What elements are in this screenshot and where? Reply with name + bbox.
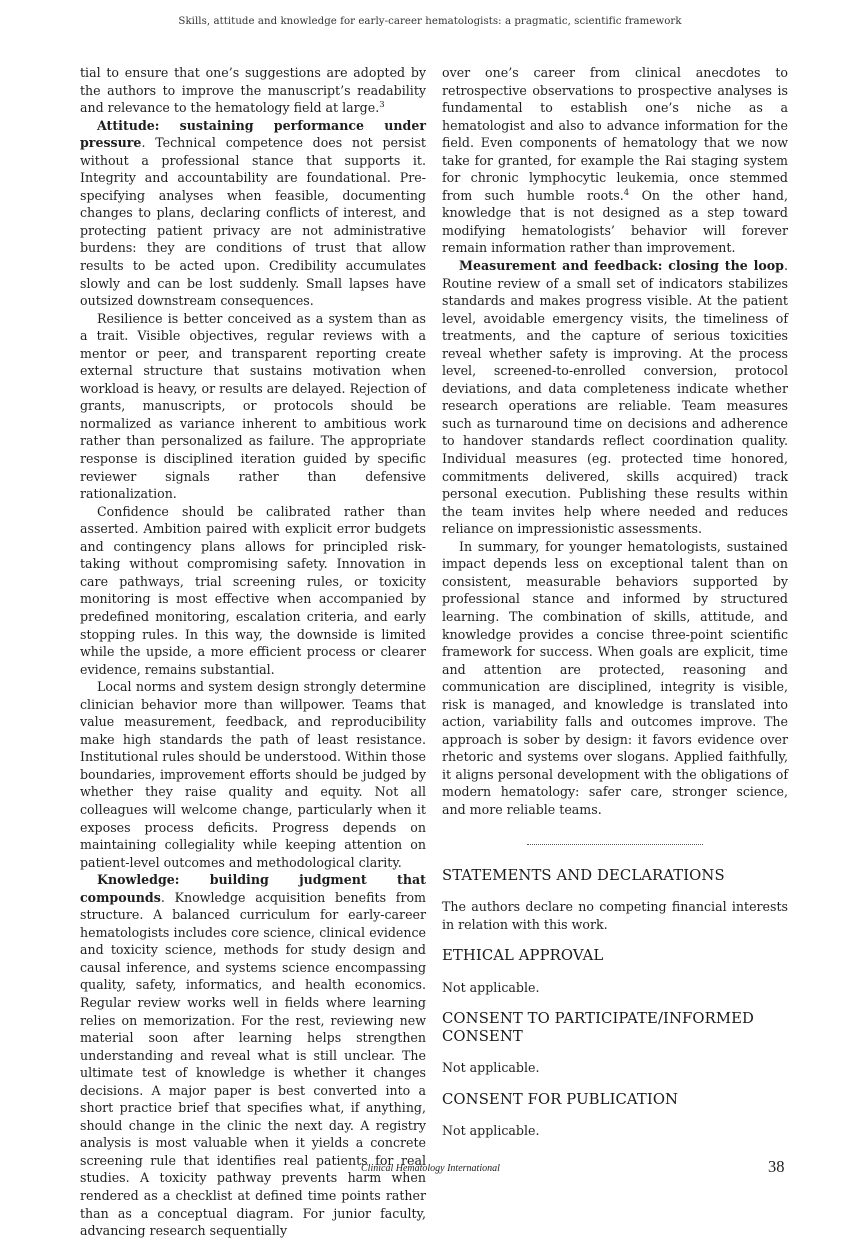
paragraph-text: over one’s career from clinical anecdotes to retrospective observations to prospective analyses is fundamental to establish one’s niche as a hematologist and also to advance information for the field. Even components of hematology that we now take for granted, for example the Rai staging system for chronic lymphocytic leukemia, once stemmed from such humble roots. [442,65,788,203]
paragraph-text: On the other hand, knowledge that is not designed as a step toward modifying hematologists’ behavior will forever remain information rather than improvement. [442,187,788,256]
subsection-heading: Knowledge: building judgment that compounds [80,872,426,905]
section-heading: STATEMENTS AND DECLARATIONS [442,866,725,884]
paragraph-text: . Knowledge acquisition benefits from structure. A balanced curriculum for early-career hematologists includes core science, clinical evidence and toxicity science, methods for study design and causal inference, and systems science encompassing quality, safety, informatics, and health economics. Regular review works well in fields where learning relies on memorization. For the rest, reviewing new material soon after learning helps strengthen understanding and reveal what is still unclear. The ultimate test of knowledge is whether it changes decisions. A major paper is best converted into a short practice brief that specifies what, if anything, should change in the clinic the next day. A registry analysis is most valuable when it yields a concrete screening rule that identifies real patients for real studies. A toxicity pathway prevents harm when rendered as a checklist at defined time points rather than as a conceptual diagram. For junior faculty, advancing research sequentially [80,889,426,1239]
right-column [442,64,788,1140]
paragraph [442,257,788,538]
section-divider [527,844,703,845]
subsection-heading: Attitude: sustaining performance under pressure [80,117,426,151]
section-body: Not applicable. [442,1060,540,1076]
paragraph: Local norms and system design strongly determine clinician behavior more than willpower. Teams that value measurement, feedback, and reproducibility make high standards the path of least resistance. Institutional rules should be understood. Within those boundaries, improvement efforts should be judged by whether they raise quality and equity. Not all colleagues will welcome change, particularly when it exposes process deficits. Progress depends on maintaining collegiality while keeping attention on patient-level outcomes and methodological clarity. [80,679,426,870]
section-body: Not applicable. [442,979,540,995]
consent-participate-section [442,1010,788,1077]
footer-journal-name: Clinical Hematology International [361,1163,500,1174]
statements-section [442,867,788,934]
paragraph [442,64,788,257]
citation-ref[interactable]: 3 [379,100,385,111]
paragraph-text: . Routine review of a small set of indicators stabilizes standards and makes progress visible. At the patient level, avoidable emergency visits, the timeliness of treatments, and the capture of serious toxicities reveal whether safety is improving. At the process level, screened-to-enrolled conversion, protocol deviations, and data completeness indicate whether research operations are reliable. Team measures such as turnaround time on decisions and adherence to handover standards reflect coordination quality. Individual measures (eg. protected time honored, commitments delivered, skills acquired) track personal execution. Publishing these results within the team invites help where needed and reduces reliance on impressionistic assessments. [442,258,788,537]
section-body: The authors declare no competing financial interests in relation with this work. [442,899,788,932]
section-heading: ETHICAL APPROVAL [442,947,604,965]
section-heading: CONSENT TO PARTICIPATE/INFORMED CONSENT [442,1010,754,1045]
paragraph-text: tial to ensure that one’s suggestions are adopted by the authors to improve the manuscript’s readability and relevance to the hematology field at large. [80,65,426,116]
subsection-heading: Measurement and feedback: closing the loop [459,258,784,274]
citation-ref[interactable]: 4 [623,187,630,198]
paragraph [80,871,426,1239]
ethical-approval-section [442,947,788,996]
paragraph: In summary, for younger hematologists, sustained impact depends less on exceptional talent than on consistent, measurable behaviors supported by professional stance and informed by structured learning. The combination of skills, attitude, and knowledge provides a concise three-point scientific framework for success. When goals are explicit, time and attention are protected, reasoning and communication are disciplined, integrity is visible, risk is managed, and knowledge is translated into action, variability falls and outcomes improve. The approach is sober by design: it favors evidence over rhetoric and systems over slogans. Applied faithfully, it aligns personal development with the obligations of modern hematology: safer care, stronger science, and more reliable teams. [442,538,788,817]
paragraph [80,117,426,310]
paragraph [80,64,426,117]
section-heading: CONSENT FOR PUBLICATION [442,1090,679,1108]
paragraph: Resilience is better conceived as a system than as a trait. Visible objectives, regular reviews with a mentor or peer, and transparent reporting create external structure that sustains motivation when workload is heavy, or results are delayed. Rejection of grants, manuscripts, or protocols should be normalized as variance inherent to ambitious work rather than personalized as failure. The appropriate response is disciplined iteration guided by specific reviewer signals rather than defensive rationalization. [80,310,426,502]
page-number: 38 [768,1157,785,1176]
section-body: Not applicable. [442,1123,540,1139]
running-header-title: Skills, attitude and knowledge for early-career hematologists: a pragmatic, scientific framework [178,16,682,27]
paragraph: Confidence should be calibrated rather than asserted. Ambition paired with explicit error budgets and contingency plans allows for principled risk-taking without compromising safety. Innovation in care pathways, trial screening rules, or toxicity monitoring is most effective when accompanied by predefined monitoring, escalation criteria, and early stopping rules. In this way, the downside is limited while the upside, a more efficient process or clearer evidence, remains substantial. [80,503,426,677]
consent-publication-section [442,1091,788,1140]
left-column [80,64,426,1240]
paragraph-text: . Technical competence does not persist without a professional stance that supports it. Integrity and accountability are foundational. Pre-specifying analyses when feasible, documenting changes to plans, declaring conflicts of interest, and protecting patient privacy are not administrative burdens: they are conditions of trust that allow results to be acted upon. Credibility accumulates slowly and can be lost suddenly. Small lapses have outsized downstream consequences. [80,135,426,309]
